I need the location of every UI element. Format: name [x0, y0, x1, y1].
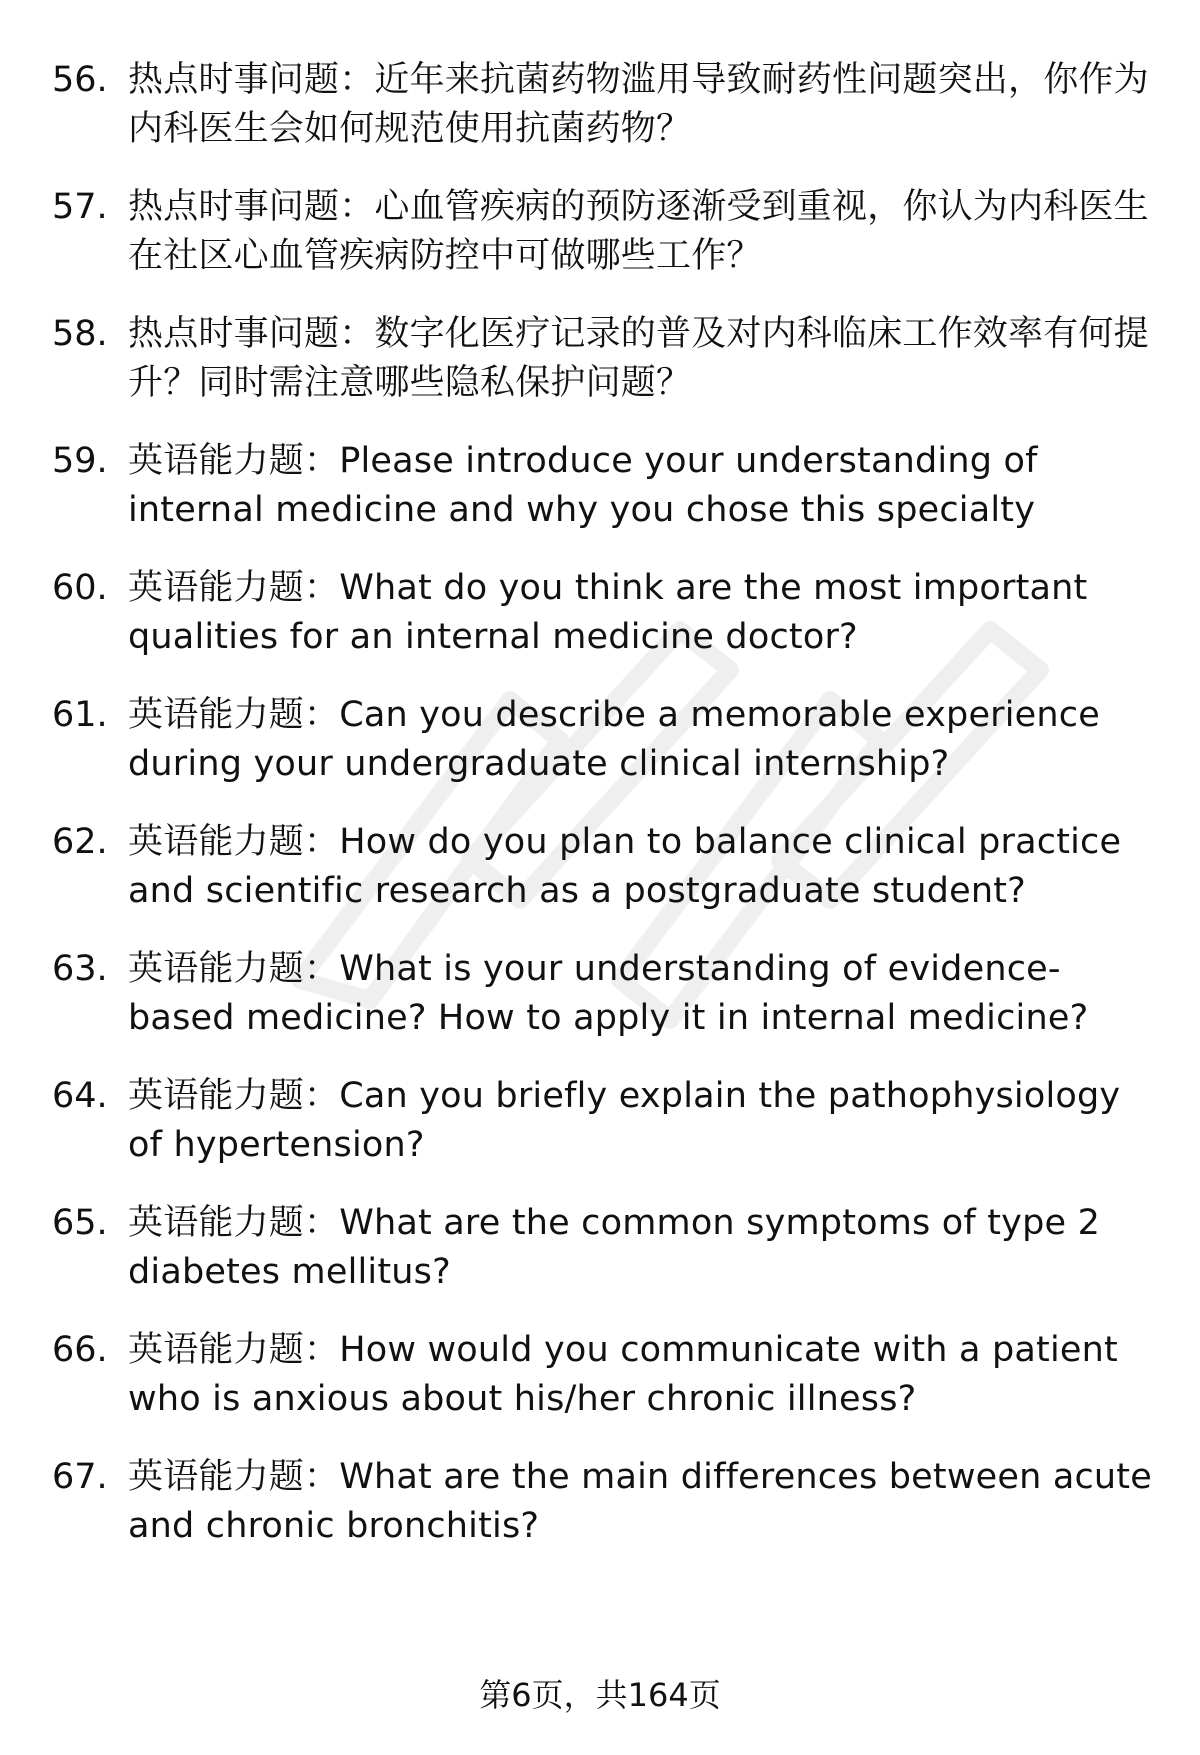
- question-item: [52, 1199, 1152, 1297]
- question-item: [52, 1453, 1152, 1551]
- question-item: [52, 1326, 1152, 1424]
- question-number: 56.: [52, 60, 108, 100]
- question-text: 英语能力题：What do you think are the most important qualities for an internal medicine doctor?: [128, 568, 1088, 657]
- question-item: [52, 183, 1152, 281]
- question-text: 英语能力题：How would you communicate with a patient who is anxious about his/her chronic illness?: [128, 1330, 1118, 1419]
- question-item: [52, 437, 1152, 535]
- question-text: 英语能力题：What are the main differences between acute and chronic bronchitis?: [128, 1457, 1152, 1546]
- question-text: 英语能力题：Can you briefly explain the pathophysiology of hypertension?: [128, 1076, 1121, 1165]
- question-number: 64.: [52, 1076, 108, 1116]
- question-number: 67.: [52, 1457, 108, 1497]
- question-number: 61.: [52, 695, 108, 735]
- question-text: 英语能力题：What is your understanding of evidence-based medicine? How to apply it in internal medicine?: [128, 949, 1089, 1038]
- question-text: 英语能力题：Can you describe a memorable experience during your undergraduate clinical internship?: [128, 695, 1100, 784]
- question-text: 热点时事问题：数字化医疗记录的普及对内科临床工作效率有何提升？同时需注意哪些隐私保护问题？: [128, 314, 1149, 403]
- question-number: 66.: [52, 1330, 108, 1370]
- question-item: [52, 1072, 1152, 1170]
- question-number: 57.: [52, 187, 108, 227]
- page-footer: [0, 1675, 1200, 1715]
- question-number: 60.: [52, 568, 108, 608]
- question-text: 英语能力题：What are the common symptoms of type 2 diabetes mellitus?: [128, 1203, 1101, 1292]
- page-number: 第6页，共164页: [479, 1676, 721, 1714]
- question-list: [52, 56, 1152, 1580]
- question-item: [52, 310, 1152, 408]
- question-item: [52, 564, 1152, 662]
- question-number: 63.: [52, 949, 108, 989]
- question-item: [52, 945, 1152, 1043]
- question-item: [52, 818, 1152, 916]
- question-item: [52, 691, 1152, 789]
- question-text: 热点时事问题：心血管疾病的预防逐渐受到重视，你认为内科医生在社区心血管疾病防控中可做哪些工作？: [128, 187, 1149, 276]
- question-item: [52, 56, 1152, 154]
- question-number: 65.: [52, 1203, 108, 1243]
- question-text: 热点时事问题：近年来抗菌药物滥用导致耐药性问题突出，你作为内科医生会如何规范使用抗菌药物？: [128, 60, 1149, 149]
- question-number: 58.: [52, 314, 108, 354]
- question-text: 英语能力题：Please introduce your understanding of internal medicine and why you chose this specialty: [128, 441, 1038, 530]
- question-number: 62.: [52, 822, 108, 862]
- question-text: 英语能力题：How do you plan to balance clinical practice and scientific research as a postgraduate student?: [128, 822, 1122, 911]
- question-number: 59.: [52, 441, 108, 481]
